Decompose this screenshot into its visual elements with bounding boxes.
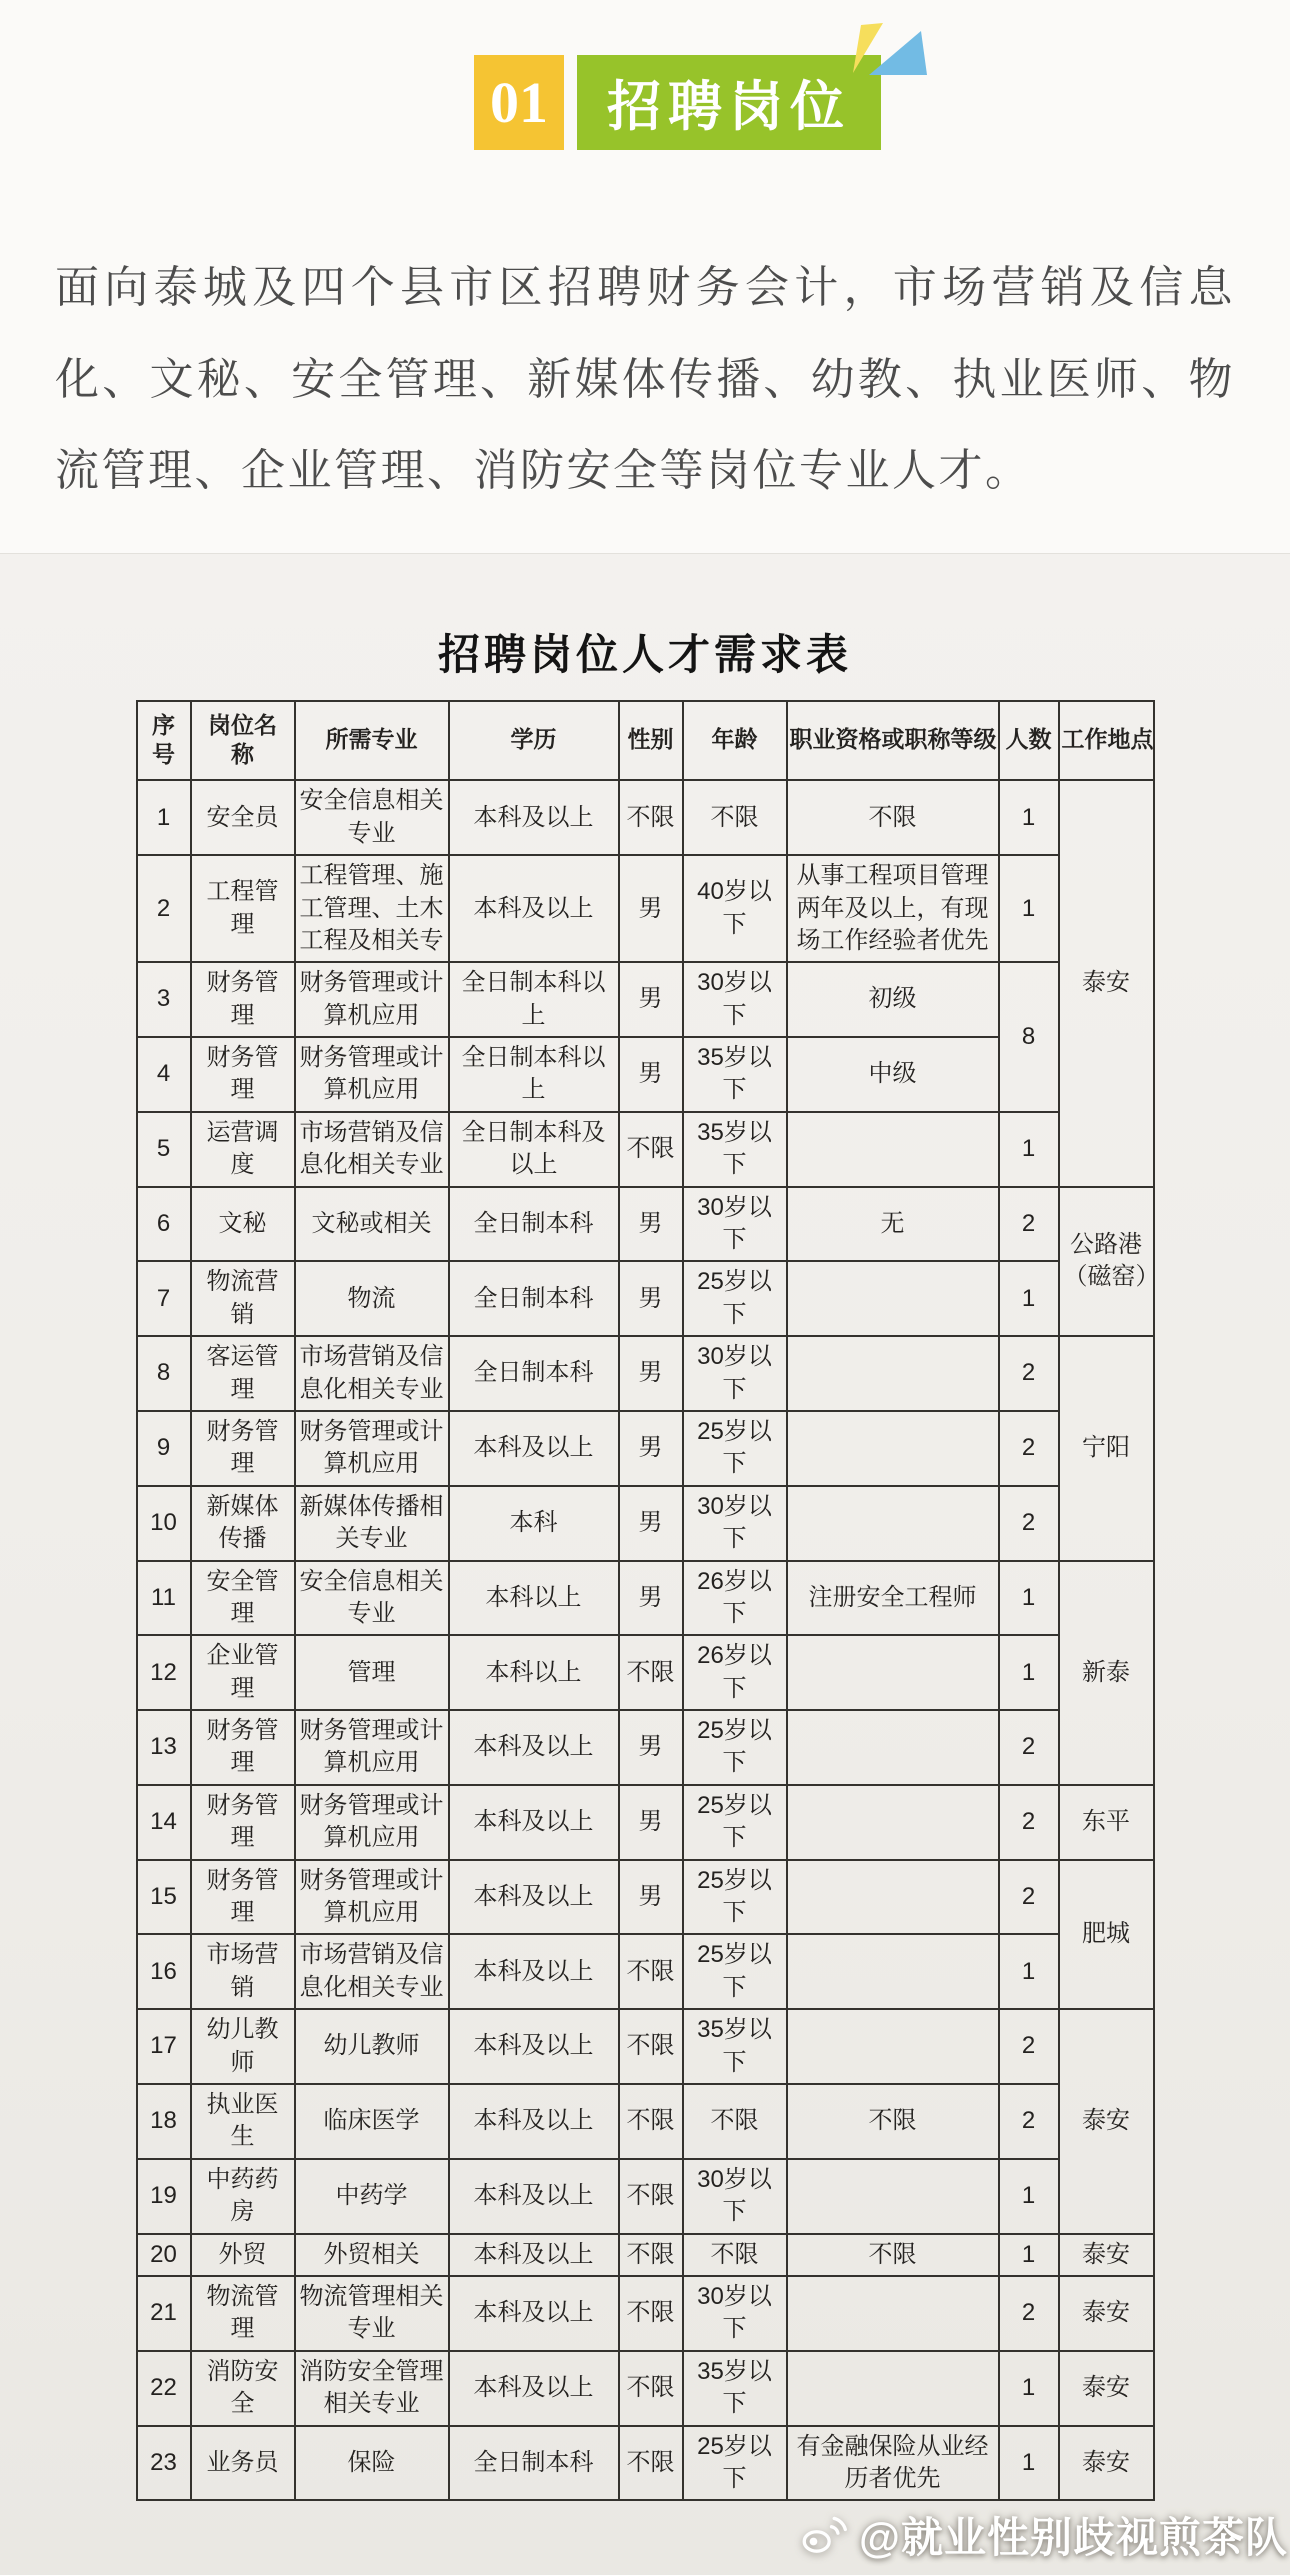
table-cell: 本科及以上 [449,2159,619,2234]
table-cell: 肥城 [1059,1860,1154,2010]
table-row [137,962,1154,1037]
table-cell: 6 [137,1187,191,1262]
table-cell: 不限 [619,2351,683,2426]
table-cell: 不限 [619,2084,683,2159]
table-cell: 财务管理或计算机应用 [295,1411,449,1486]
table-cell: 全日制本科以上 [449,1037,619,1112]
table-cell [787,1710,999,1785]
table-cell: 男 [619,1261,683,1336]
watermark-handle: @就业性别歧视煎茶队 [859,2514,1288,2562]
table-cell: 25岁以下 [683,1934,787,2009]
table-row [137,1486,1154,1561]
table-cell: 男 [619,1785,683,1860]
table-cell: 不限 [787,2084,999,2159]
table-row [137,855,1154,962]
table-cell: 本科及以上 [449,2351,619,2426]
table-cell: 26岁以下 [683,1635,787,1710]
table-cell: 安全管理 [191,1561,295,1636]
table-cell: 财务管理或计算机应用 [295,1860,449,1935]
column-header: 序号 [137,701,191,781]
table-cell: 25岁以下 [683,1860,787,1935]
table-cell: 市场营销及信息化相关专业 [295,1336,449,1411]
table-cell: 财务管理 [191,1860,295,1935]
table-cell: 2 [137,855,191,962]
table-cell: 工程管理 [191,855,295,962]
table-cell: 35岁以下 [683,1037,787,1112]
table-cell: 新媒体传播相关专业 [295,1486,449,1561]
table-cell: 不限 [619,1934,683,2009]
table-cell: 2 [999,1187,1059,1262]
table-cell: 不限 [619,1112,683,1187]
table-row [137,2009,1154,2084]
table-cell: 全日制本科 [449,1261,619,1336]
table-cell: 17 [137,2009,191,2084]
table-cell: 1 [137,780,191,855]
section-number: 01 [490,70,548,135]
table-cell: 2 [999,1860,1059,1935]
table-cell: 8 [999,962,1059,1112]
section-badge [0,0,1290,150]
table-row [137,2426,1154,2501]
table-photo [0,553,1290,2575]
table-cell: 25岁以下 [683,1710,787,1785]
weibo-icon [801,2514,849,2556]
table-cell: 管理 [295,1635,449,1710]
table-cell: 企业管理 [191,1635,295,1710]
table-cell: 无 [787,1187,999,1262]
table-cell [787,2009,999,2084]
table-cell: 23 [137,2426,191,2501]
table-cell: 10 [137,1486,191,1561]
table-cell: 本科及以上 [449,1860,619,1935]
table-cell: 不限 [683,2084,787,2159]
table-row [137,1411,1154,1486]
table-cell: 本科及以上 [449,1785,619,1860]
table-cell: 安全信息相关专业 [295,1561,449,1636]
table-cell: 中药药房 [191,2159,295,2234]
table-row [137,1112,1154,1187]
table-cell: 2 [999,2084,1059,2159]
table-cell: 物流营销 [191,1261,295,1336]
table-cell: 不限 [619,2426,683,2501]
table-cell: 30岁以下 [683,1486,787,1561]
table-cell: 外贸相关 [295,2234,449,2276]
table-cell: 市场营销及信息化相关专业 [295,1112,449,1187]
table-cell: 不限 [619,2234,683,2276]
table-cell: 1 [999,1261,1059,1336]
table-row [137,2351,1154,2426]
table-cell: 财务管理或计算机应用 [295,1710,449,1785]
table-cell: 财务管理或计算机应用 [295,1785,449,1860]
table-cell: 8 [137,1336,191,1411]
table-cell: 本科及以上 [449,1934,619,2009]
table-cell: 泰安 [1059,2009,1154,2233]
table-cell: 全日制本科及以上 [449,1112,619,1187]
table-cell: 有金融保险从业经历者优先 [787,2426,999,2501]
table-cell: 不限 [619,1635,683,1710]
table-cell: 22 [137,2351,191,2426]
table-cell: 40岁以下 [683,855,787,962]
table-row [137,2084,1154,2159]
table-cell: 25岁以下 [683,1411,787,1486]
table-cell: 外贸 [191,2234,295,2276]
table-cell: 本科及以上 [449,2276,619,2351]
table-cell [787,1336,999,1411]
table-cell: 26岁以下 [683,1561,787,1636]
table-cell: 保险 [295,2426,449,2501]
table-cell: 全日制本科 [449,1187,619,1262]
column-header: 年龄 [683,701,787,781]
table-row [137,1261,1154,1336]
table-cell: 消防安全 [191,2351,295,2426]
table-cell: 文秘 [191,1187,295,1262]
table-cell: 2 [999,1336,1059,1411]
table-cell: 物流 [295,1261,449,1336]
table-cell [787,2159,999,2234]
table-cell: 消防安全管理相关专业 [295,2351,449,2426]
table-cell: 不限 [787,780,999,855]
table-cell: 不限 [619,780,683,855]
table-cell: 本科及以上 [449,1710,619,1785]
table-cell: 30岁以下 [683,962,787,1037]
table-cell: 2 [999,1785,1059,1860]
table-cell: 泰安 [1059,2426,1154,2501]
table-cell: 1 [999,1635,1059,1710]
table-row [137,2234,1154,2276]
table-cell: 男 [619,1187,683,1262]
table-cell: 本科及以上 [449,2009,619,2084]
table-cell: 本科及以上 [449,855,619,962]
table-cell: 1 [999,2159,1059,2234]
table-cell: 2 [999,1411,1059,1486]
table-cell: 男 [619,1860,683,1935]
table-row [137,1710,1154,1785]
table-cell: 安全员 [191,780,295,855]
table-cell: 财务管理或计算机应用 [295,1037,449,1112]
table-cell: 30岁以下 [683,1336,787,1411]
table-cell: 物流管理相关专业 [295,2276,449,2351]
table-cell: 财务管理 [191,1411,295,1486]
table-cell: 文秘或相关 [295,1187,449,1262]
table-cell [787,2276,999,2351]
table-cell: 男 [619,1710,683,1785]
table-cell: 幼儿教师 [191,2009,295,2084]
table-cell: 30岁以下 [683,2159,787,2234]
corner-triangles-icon [835,23,927,85]
table-cell: 男 [619,1411,683,1486]
table-row [137,1860,1154,1935]
table-cell: 新媒体传播 [191,1486,295,1561]
table-cell: 临床医学 [295,2084,449,2159]
table-cell: 1 [999,855,1059,962]
table-cell: 男 [619,962,683,1037]
table-cell [787,1785,999,1860]
table-cell: 泰安 [1059,780,1154,1186]
table-row [137,1336,1154,1411]
table-cell: 东平 [1059,1785,1154,1860]
table-cell: 宁阳 [1059,1336,1154,1560]
table-cell: 19 [137,2159,191,2234]
table-cell [787,1112,999,1187]
table-cell: 15 [137,1860,191,1935]
table-cell: 物流管理 [191,2276,295,2351]
table-cell: 业务员 [191,2426,295,2501]
table-cell: 35岁以下 [683,2009,787,2084]
column-header: 职业资格或职称等级 [787,701,999,781]
table-cell: 安全信息相关专业 [295,780,449,855]
table-cell: 1 [999,2426,1059,2501]
table-cell: 中药学 [295,2159,449,2234]
table-row [137,2276,1154,2351]
table-cell: 财务管理 [191,1710,295,1785]
table-cell: 全日制本科 [449,1336,619,1411]
table-cell: 男 [619,1486,683,1561]
table-cell: 13 [137,1710,191,1785]
table-cell: 运营调度 [191,1112,295,1187]
watermark [0,2505,1290,2565]
column-header: 岗位名称 [191,701,295,781]
table-cell: 25岁以下 [683,2426,787,2501]
table-cell [787,1261,999,1336]
table-cell: 男 [619,1561,683,1636]
table-cell: 12 [137,1635,191,1710]
table-cell: 财务管理 [191,962,295,1037]
table-cell: 泰安 [1059,2351,1154,2426]
table-cell [787,1934,999,2009]
table-row [137,1635,1154,1710]
table-cell: 新泰 [1059,1561,1154,1785]
table-cell: 财务管理 [191,1037,295,1112]
table-cell: 不限 [619,2276,683,2351]
table-cell: 公路港（磁窑） [1059,1187,1154,1337]
table-row [137,1785,1154,1860]
table-cell: 2 [999,2276,1059,2351]
table-row [137,1187,1154,1262]
table-cell: 全日制本科 [449,2426,619,2501]
table-cell: 16 [137,1934,191,2009]
table-cell: 本科及以上 [449,780,619,855]
table-row [137,1934,1154,2009]
table-cell: 2 [999,1486,1059,1561]
table-cell: 30岁以下 [683,2276,787,2351]
section-title: 招聘岗位 [607,77,851,137]
table-cell: 1 [999,1934,1059,2009]
table-cell: 3 [137,962,191,1037]
table-cell: 1 [999,1112,1059,1187]
table-header-row [137,701,1154,781]
table-cell: 本科以上 [449,1561,619,1636]
table-cell [787,1635,999,1710]
table-cell: 4 [137,1037,191,1112]
table-cell: 幼儿教师 [295,2009,449,2084]
table-cell: 1 [999,780,1059,855]
table-cell: 全日制本科以上 [449,962,619,1037]
section-title-box [577,55,881,150]
table-cell: 2 [999,1710,1059,1785]
table-row [137,780,1154,855]
table-cell: 2 [999,2009,1059,2084]
column-header: 所需专业 [295,701,449,781]
table-cell [787,1411,999,1486]
table-cell: 执业医生 [191,2084,295,2159]
table-cell: 30岁以下 [683,1187,787,1262]
table-cell: 本科以上 [449,1635,619,1710]
table-cell: 1 [999,2234,1059,2276]
table-cell: 本科及以上 [449,1411,619,1486]
table-cell: 25岁以下 [683,1785,787,1860]
table-body [137,780,1160,2500]
table-cell: 男 [619,1336,683,1411]
table-cell: 14 [137,1785,191,1860]
table-cell: 从事工程项目管理两年及以上，有现场工作经验者优先 [787,855,999,962]
table-cell: 20 [137,2234,191,2276]
table-cell: 泰安 [1059,2234,1154,2276]
table-cell: 初级 [787,962,999,1037]
table-cell: 11 [137,1561,191,1636]
table-title: 招聘岗位人才需求表 [437,630,852,678]
table-cell: 本科及以上 [449,2084,619,2159]
column-header: 人数 [999,701,1059,781]
table-cell: 男 [619,855,683,962]
column-header: 学历 [449,701,619,781]
section-number-box [474,55,564,150]
column-header: 性别 [619,701,683,781]
recruitment-table [136,700,1160,2502]
table-cell: 本科及以上 [449,2234,619,2276]
table-cell: 泰安 [1059,2276,1154,2351]
table-cell [787,1860,999,1935]
table-cell [787,2351,999,2426]
table-cell: 7 [137,1261,191,1336]
table-cell [787,1486,999,1561]
table-cell: 男 [619,1037,683,1112]
table-cell: 不限 [683,2234,787,2276]
table-cell: 市场营销及信息化相关专业 [295,1934,449,2009]
table-cell: 财务管理或计算机应用 [295,962,449,1037]
table-cell: 注册安全工程师 [787,1561,999,1636]
table-row [137,1561,1154,1636]
table-cell: 9 [137,1411,191,1486]
table-cell: 本科 [449,1486,619,1561]
table-cell: 工程管理、施工管理、土木工程及相关专 [295,855,449,962]
table-row [137,2159,1154,2234]
table-cell: 1 [999,1561,1059,1636]
table-cell: 市场营销 [191,1934,295,2009]
table-cell: 25岁以下 [683,1261,787,1336]
table-cell: 不限 [619,2159,683,2234]
intro-paragraph: 面向泰城及四个县市区招聘财务会计，市场营销及信息化、文秘、安全管理、新媒体传播、幼教、执业医师、物流管理、企业管理、消防安全等岗位专业人才。 [55,263,1235,496]
table-cell: 18 [137,2084,191,2159]
column-header: 工作地点 [1059,701,1154,781]
table-cell: 财务管理 [191,1785,295,1860]
table-cell: 不限 [787,2234,999,2276]
table-cell: 35岁以下 [683,1112,787,1187]
table-cell: 中级 [787,1037,999,1112]
table-cell: 不限 [683,780,787,855]
table-cell: 不限 [619,2009,683,2084]
table-cell: 35岁以下 [683,2351,787,2426]
table-cell: 5 [137,1112,191,1187]
table-cell: 客运管理 [191,1336,295,1411]
table-cell: 1 [999,2351,1059,2426]
table-cell: 21 [137,2276,191,2351]
